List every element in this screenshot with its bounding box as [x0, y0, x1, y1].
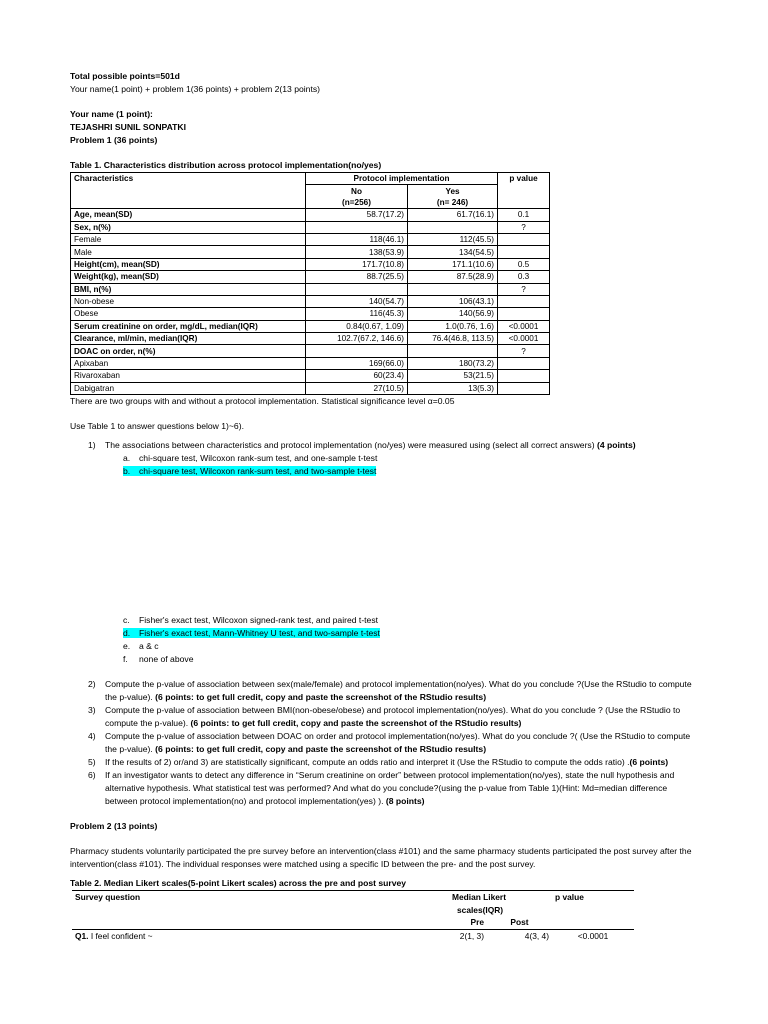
table1-row — [71, 233, 550, 245]
table1-row — [71, 258, 550, 270]
table1-cell-pvalue: <0.0001 — [498, 320, 550, 332]
table1-cell-no: 102.7(67.2, 146.6) — [306, 333, 408, 345]
question-number: 2) — [88, 679, 96, 690]
question-text: Compute the p-value of association between sex(male/female) and protocol implementation(no/yes). What do you conclude ?(Use the RStudio to compute the p-value). — [105, 679, 692, 703]
table1-cell-yes: 61.7(16.1) — [408, 209, 498, 221]
table1-row — [71, 295, 550, 307]
table1-cell-label: DOAC on order, n(%) — [71, 345, 306, 357]
option-letter: c. — [123, 615, 130, 626]
table2-header-row-1 — [72, 891, 634, 904]
table1-cell-yes: 140(56.9) — [408, 308, 498, 320]
table1-cell-yes — [408, 283, 498, 295]
answer-option — [123, 452, 700, 465]
question-text: Compute the p-value of association between DOAC on order and protocol implementation(no/yes). What do you conclude ?( (Use the RStudio to compute the p-value). — [105, 731, 691, 755]
option-letter: f. — [123, 654, 128, 665]
table1-col-pvalue: p value — [498, 173, 550, 185]
table2 — [72, 890, 634, 942]
question-text: If the results of 2) or/and 3) are statistically significant, compute an odds ratio and interpret it (Use the RStudio to compute the odds ratio) . — [105, 757, 630, 768]
table1-cell-pvalue: 0.1 — [498, 209, 550, 221]
table2-col-pvalue: p value — [552, 891, 634, 904]
table1-cell-pvalue — [498, 295, 550, 307]
problem2-title: Problem 2 (13 points) — [70, 821, 158, 832]
table1-cell-no — [306, 345, 408, 357]
instructions: Use Table 1 to answer questions below 1)~6). — [70, 421, 244, 432]
option-text: chi-square test, Wilcoxon rank-sum test, and two-sample t-test — [139, 466, 377, 477]
table1-cell-pvalue — [498, 370, 550, 382]
table1-cell-label: Height(cm), mean(SD) — [71, 258, 306, 270]
document-page — [70, 70, 700, 942]
points-breakdown-line: Your name(1 point) + problem 1(36 points) + problem 2(13 points) — [70, 84, 320, 94]
table1-cell-no: 116(45.3) — [306, 308, 408, 320]
table1-cell-label: Female — [71, 233, 306, 245]
table1-row — [71, 221, 550, 233]
option-letter: b. — [123, 466, 131, 477]
option-text: chi-square test, Wilcoxon rank-sum test, and one-sample t-test — [139, 453, 378, 464]
table2-col-pre: Pre — [402, 916, 487, 929]
table1-col-protocol: Protocol implementation — [306, 173, 498, 185]
question-points: (6 points) — [629, 757, 669, 768]
table1-row — [71, 283, 550, 295]
table1-row — [71, 320, 550, 332]
table2-col-question: Survey question — [72, 891, 402, 904]
question-1-options-continued — [123, 614, 700, 666]
table1-header-row-1 — [71, 173, 550, 185]
table1-cell-yes: 76.4(46.8, 113.5) — [408, 333, 498, 345]
table1-cell-label: Sex, n(%) — [71, 221, 306, 233]
table1-cell-label: Non-obese — [71, 295, 306, 307]
table1-row — [71, 357, 550, 369]
table2-header-row-3 — [72, 916, 634, 929]
table1-col-yes: Yes — [408, 185, 498, 197]
question-item — [88, 678, 700, 704]
table1-cell-label: Weight(kg), mean(SD) — [71, 271, 306, 283]
question-number: 4) — [88, 731, 96, 742]
question-item — [88, 704, 700, 730]
table1-cell-pvalue — [498, 382, 550, 394]
table2-col-median-1: Median Likert — [402, 891, 552, 904]
questions-2-to-6 — [88, 678, 700, 808]
table1-cell-yes — [408, 345, 498, 357]
question-list — [88, 439, 700, 808]
table1-cell-yes: 180(73.2) — [408, 357, 498, 369]
question-number: 5) — [88, 757, 96, 768]
table1-cell-yes — [408, 221, 498, 233]
table2-cell-pre: 2(1, 3) — [459, 930, 484, 941]
your-name-label: Your name (1 point): — [70, 109, 153, 119]
table1-col-characteristics: Characteristics — [71, 173, 306, 185]
option-letter: d. — [123, 628, 131, 639]
table1-cell-label: Dabigatran — [71, 382, 306, 394]
table1-row — [71, 209, 550, 221]
question-1-number: 1) — [88, 440, 96, 451]
table2-cell-post: 4(3, 4) — [524, 930, 550, 941]
table1-cell-yes: 87.5(28.9) — [408, 271, 498, 283]
table1-row — [71, 271, 550, 283]
table1-cell-pvalue — [498, 308, 550, 320]
table1-cell-no: 60(23.4) — [306, 370, 408, 382]
table1-cell-label: Male — [71, 246, 306, 258]
table1-row — [71, 370, 550, 382]
answer-option — [123, 465, 700, 478]
total-points-line: Total possible points=501d — [70, 71, 180, 81]
table1-cell-pvalue: 0.3 — [498, 271, 550, 283]
table2-question-text: I feel confident ~ — [88, 930, 153, 941]
question-number: 6) — [88, 770, 96, 781]
question-item — [88, 730, 700, 756]
table1-cell-pvalue: ? — [498, 345, 550, 357]
table1-cell-label: Obese — [71, 308, 306, 320]
table1-cell-yes: 1.0(0.76, 1.6) — [408, 320, 498, 332]
table1-cell-label: Serum creatinine on order, mg/dL, median(IQR) — [71, 320, 306, 332]
table1-col-no-n: (n=256) — [306, 197, 408, 209]
table1-cell-pvalue — [498, 233, 550, 245]
table1-col-yes-n: (n= 246) — [408, 197, 498, 209]
question-text: If an investigator wants to detect any difference in “Serum creatinine on order” between protocol implementation(no/yes), state the null hypothesis and alternative hypothesis. What statistical test was performed? And what do you conclude?(using the p-value from Table 1)(Hint: Md=median difference between protocol implementation(no) and protocol implementation(yes) ). — [105, 770, 675, 807]
question-1-options — [123, 452, 700, 478]
question-number: 3) — [88, 705, 96, 716]
question-points: (6 points: to get full credit, copy and paste the screenshot of the RStudio results) — [155, 692, 487, 703]
table1-cell-no: 169(66.0) — [306, 357, 408, 369]
table1-cell-no: 58.7(17.2) — [306, 209, 408, 221]
table1-row — [71, 345, 550, 357]
table1-cell-label: Clearance, ml/min, median(IQR) — [71, 333, 306, 345]
question-points: (6 points: to get full credit, copy and paste the screenshot of the RStudio results) — [190, 718, 522, 729]
answer-option — [123, 640, 700, 653]
table1-cell-pvalue — [498, 246, 550, 258]
problem2-paragraph: Pharmacy students voluntarily participated the pre survey before an intervention(class #101) and the same pharmacy students participated the post survey after the intervention(class #101). The individual responses were matched using a specific ID between the pre- and the post survey. — [70, 846, 692, 870]
table1-cell-label: Rivaroxaban — [71, 370, 306, 382]
table1-row — [71, 308, 550, 320]
option-text: a & c — [139, 641, 159, 652]
table1-cell-yes: 171.1(10.6) — [408, 258, 498, 270]
table2-cell-pvalue: <0.0001 — [577, 930, 609, 941]
table2-header-row-2 — [72, 904, 634, 917]
table1-header-row-2 — [71, 185, 550, 197]
table1-cell-no: 138(53.9) — [306, 246, 408, 258]
table1-cell-label: Age, mean(SD) — [71, 209, 306, 221]
table1-cell-label: BMI, n(%) — [71, 283, 306, 295]
table1-cell-yes: 53(21.5) — [408, 370, 498, 382]
table1-cell-yes: 134(54.5) — [408, 246, 498, 258]
table1-row — [71, 333, 550, 345]
table1-cell-no — [306, 221, 408, 233]
question-1-text: The associations between characteristics and protocol implementation (no/yes) were measured using (select all correct answers) — [105, 440, 597, 451]
table1-cell-pvalue: <0.0001 — [498, 333, 550, 345]
student-name: TEJASHRI SUNIL SONPATKI — [70, 122, 187, 132]
table1-cell-label: Apixaban — [71, 357, 306, 369]
option-text: none of above — [139, 654, 194, 665]
option-text: Fisher's exact test, Mann-Whitney U test, and two-sample t-test — [139, 628, 380, 639]
answer-option — [123, 653, 700, 666]
table1-cell-no: 171.7(10.8) — [306, 258, 408, 270]
table1-col-no: No — [306, 185, 408, 197]
table1-cell-yes: 106(43.1) — [408, 295, 498, 307]
table1 — [70, 172, 550, 395]
table2-col-median-2: scales(IQR) — [457, 904, 504, 915]
table2-row — [72, 929, 634, 942]
option-letter: e. — [123, 641, 131, 652]
question-points: (6 points: to get full credit, copy and paste the screenshot of the RStudio results) — [155, 744, 487, 755]
table1-row — [71, 246, 550, 258]
table1-footnote: There are two groups with and without a protocol implementation. Statistical significance level α=0.05 — [70, 396, 455, 407]
answer-option — [123, 627, 700, 640]
option-text: Fisher's exact test, Wilcoxon signed-rank test, and paired t-test — [139, 615, 379, 626]
table1-row — [71, 382, 550, 394]
table1-cell-pvalue: ? — [498, 283, 550, 295]
answer-option — [123, 614, 700, 627]
table1-cell-yes: 13(5.3) — [408, 382, 498, 394]
question-text: Compute the p-value of association between BMI(non-obese/obese) and protocol implementation(no/yes). What do you conclude ? (Use the RStudio to compute the p-value). — [105, 705, 681, 729]
table1-header-row-3 — [71, 197, 550, 209]
table2-cell-question — [72, 929, 402, 942]
table1-cell-no — [306, 283, 408, 295]
table1-cell-no: 140(54.7) — [306, 295, 408, 307]
question-item — [88, 769, 700, 808]
table1-cell-no: 0.84(0.67, 1.09) — [306, 320, 408, 332]
problem1-title: Problem 1 (36 points) — [70, 135, 158, 145]
table1-cell-pvalue: ? — [498, 221, 550, 233]
table2-col-post: Post — [487, 916, 552, 929]
table1-caption: Table 1. Characteristics distribution across protocol implementation(no/yes) — [70, 160, 382, 170]
answer-space — [88, 478, 700, 614]
table1-cell-no: 27(10.5) — [306, 382, 408, 394]
question-points: (8 points) — [385, 796, 425, 807]
question-1-points: (4 points) — [596, 440, 636, 451]
question-1 — [88, 439, 700, 452]
table1-cell-yes: 112(45.5) — [408, 233, 498, 245]
table1-cell-no: 88.7(25.5) — [306, 271, 408, 283]
table2-question-number: Q1. — [75, 930, 89, 941]
option-letter: a. — [123, 453, 131, 464]
table1-cell-pvalue: 0.5 — [498, 258, 550, 270]
table1-cell-no: 118(46.1) — [306, 233, 408, 245]
question-item — [88, 756, 700, 769]
table1-cell-pvalue — [498, 357, 550, 369]
table2-caption: Table 2. Median Likert scales(5-point Likert scales) across the pre and post survey — [70, 878, 407, 889]
